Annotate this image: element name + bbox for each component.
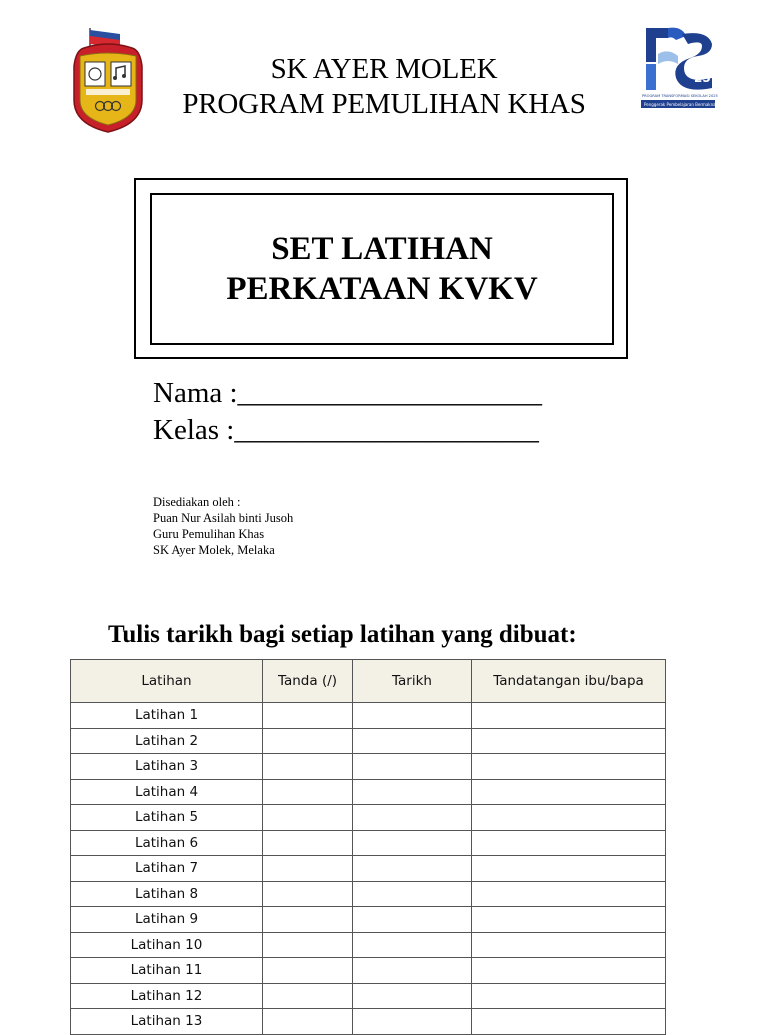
date-cell[interactable] [353, 856, 472, 882]
exercise-label: Latihan 4 [71, 779, 263, 805]
table-row [71, 830, 666, 856]
tick-cell[interactable] [263, 754, 353, 780]
signature-cell[interactable] [472, 1009, 666, 1035]
signature-cell[interactable] [472, 830, 666, 856]
prepared-by-block [153, 494, 293, 558]
signature-cell[interactable] [472, 856, 666, 882]
exercise-label: Latihan 10 [71, 932, 263, 958]
school-crest-logo [70, 26, 146, 134]
name-field: Nama :_____________________ [153, 377, 543, 409]
table-header-row [71, 660, 666, 703]
tick-cell[interactable] [263, 805, 353, 831]
signature-cell[interactable] [472, 779, 666, 805]
signature-cell[interactable] [472, 958, 666, 984]
date-cell[interactable] [353, 881, 472, 907]
table-row [71, 932, 666, 958]
exercise-label: Latihan 11 [71, 958, 263, 984]
tick-cell[interactable] [263, 703, 353, 729]
signature-cell[interactable] [472, 805, 666, 831]
tick-cell[interactable] [263, 881, 353, 907]
exercise-label: Latihan 13 [71, 1009, 263, 1035]
prepared-by-teacher: Puan Nur Asilah binti Jusoh [153, 511, 294, 525]
program-logo [638, 24, 718, 110]
header-tarikh: Tarikh [353, 660, 472, 703]
exercise-label: Latihan 3 [71, 754, 263, 780]
date-cell[interactable] [353, 805, 472, 831]
header-tanda: Tanda (/) [263, 660, 353, 703]
title-line-1: SET LATIHAN [271, 231, 493, 267]
date-cell[interactable] [353, 703, 472, 729]
tick-cell[interactable] [263, 830, 353, 856]
program-logo-icon [638, 24, 718, 110]
signature-cell[interactable] [472, 728, 666, 754]
signature-cell[interactable] [472, 703, 666, 729]
table-row [71, 728, 666, 754]
date-cell[interactable] [353, 983, 472, 1009]
svg-text:25: 25 [694, 71, 711, 85]
prepared-by-school: SK Ayer Molek, Melaka [153, 543, 275, 557]
signature-cell[interactable] [472, 907, 666, 933]
exercise-label: Latihan 6 [71, 830, 263, 856]
exercise-log-table [70, 659, 666, 1035]
exercise-label: Latihan 2 [71, 728, 263, 754]
title-box-inner [150, 193, 614, 345]
title-line-2: PERKATAAN KVKV [226, 271, 538, 307]
date-cell[interactable] [353, 830, 472, 856]
signature-cell[interactable] [472, 881, 666, 907]
tick-cell[interactable] [263, 728, 353, 754]
tick-cell[interactable] [263, 779, 353, 805]
table-row [71, 856, 666, 882]
student-fields [153, 375, 542, 449]
table-row [71, 983, 666, 1009]
exercise-label: Latihan 12 [71, 983, 263, 1009]
tick-cell[interactable] [263, 983, 353, 1009]
date-cell[interactable] [353, 907, 472, 933]
signature-cell[interactable] [472, 932, 666, 958]
date-cell[interactable] [353, 754, 472, 780]
program-logo-subtext: Penggerak Pembelajaran Bermakna [644, 102, 716, 107]
date-cell[interactable] [353, 958, 472, 984]
header-tandatangan: Tandatangan ibu/bapa [472, 660, 666, 703]
program-name: PROGRAM PEMULIHAN KHAS [182, 88, 586, 120]
date-cell[interactable] [353, 1009, 472, 1035]
instruction-text: Tulis tarikh bagi setiap latihan yang dibuat: [108, 621, 577, 648]
table-row [71, 805, 666, 831]
tick-cell[interactable] [263, 932, 353, 958]
signature-cell[interactable] [472, 754, 666, 780]
table-row [71, 958, 666, 984]
school-crest-icon [70, 26, 146, 134]
table-row [71, 1009, 666, 1035]
date-cell[interactable] [353, 932, 472, 958]
exercise-label: Latihan 5 [71, 805, 263, 831]
exercise-label: Latihan 8 [71, 881, 263, 907]
table-row [71, 907, 666, 933]
date-cell[interactable] [353, 728, 472, 754]
tick-cell[interactable] [263, 907, 353, 933]
tick-cell[interactable] [263, 856, 353, 882]
exercise-label: Latihan 1 [71, 703, 263, 729]
class-field: Kelas :_____________________ [153, 414, 539, 446]
program-logo-text: PROGRAM TRANSFORMASI SEKOLAH 2025 [642, 94, 718, 98]
table-row [71, 881, 666, 907]
date-cell[interactable] [353, 779, 472, 805]
header-latihan: Latihan [71, 660, 263, 703]
table-row [71, 779, 666, 805]
table-row [71, 754, 666, 780]
document-header [160, 52, 608, 122]
school-name: SK AYER MOLEK [270, 53, 498, 85]
prepared-by-role: Guru Pemulihan Khas [153, 527, 265, 541]
prepared-by-heading: Disediakan oleh : [153, 495, 241, 509]
exercise-label: Latihan 7 [71, 856, 263, 882]
signature-cell[interactable] [472, 983, 666, 1009]
title-box-outer [134, 178, 628, 359]
table-row [71, 703, 666, 729]
tick-cell[interactable] [263, 1009, 353, 1035]
exercise-label: Latihan 9 [71, 907, 263, 933]
tick-cell[interactable] [263, 958, 353, 984]
